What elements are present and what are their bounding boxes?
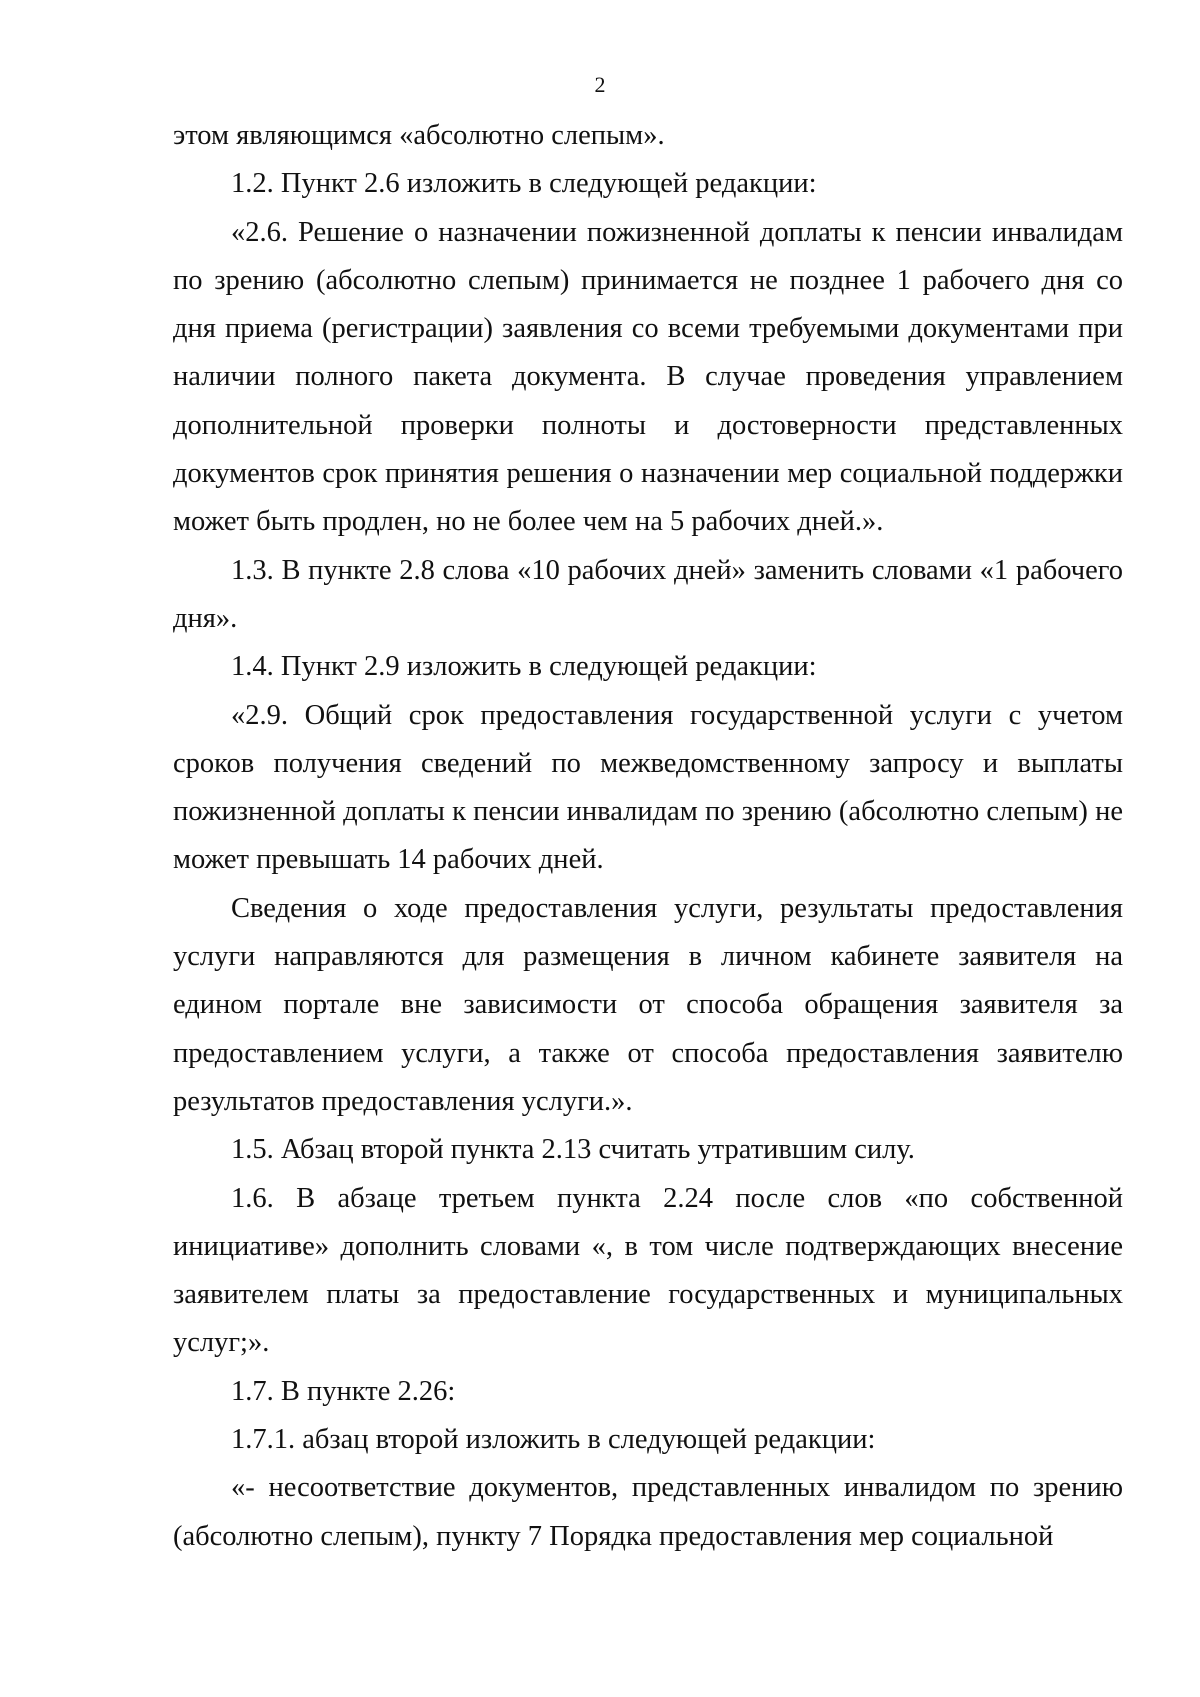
paragraph-item-1-7: 1.7. В пункте 2.26: bbox=[231, 1375, 456, 1407]
paragraph-quote-last: «- несоответствие документов, представленных инвалидом по зрению (абсолютно слепым), пункту 7 Порядка предоставления мер социальной bbox=[173, 1472, 1123, 1552]
paragraph-quote-2-6: «2.6. Решение о назначении пожизненной доплаты к пенсии инвалидам по зрению (абсолютно слепым) принимается не позднее 1 рабочего дня со дня приема (регистрации) заявления со всеми требуемыми документами при наличии полного пакета документа. В случае проведения управлением дополнительной проверки полноты и достоверности представленных документов срок принятия решения о назначении мер социальной поддержки может быть продлен, но не более чем на 5 рабочих дней.». bbox=[173, 216, 1123, 538]
paragraph-item-1-7-1: 1.7.1. абзац второй изложить в следующей редакции: bbox=[231, 1424, 876, 1456]
paragraph-item-1-3: 1.3. В пункте 2.8 слова «10 рабочих дней» заменить словами «1 рабочего дня». bbox=[173, 554, 1123, 634]
paragraph-quote-2-9-continued: Сведения о ходе предоставления услуги, результаты предоставления услуги направляются для размещения в личном кабинете заявителя на едином портале вне зависимости от способа обращения заявителя за предоставлением услуги, а также от способа предоставления заявителю результатов предоставления услуги.». bbox=[173, 892, 1123, 1117]
paragraph-continuation: этом являющимся «абсолютно слепым». bbox=[173, 120, 665, 151]
paragraph-item-1-2: 1.2. Пункт 2.6 изложить в следующей редакции: bbox=[231, 168, 817, 200]
paragraph-item-1-5: 1.5. Абзац второй пункта 2.13 считать утратившим силу. bbox=[231, 1134, 915, 1166]
document-body bbox=[173, 112, 1123, 1561]
page-number: 2 bbox=[594, 72, 606, 97]
paragraph-item-1-4: 1.4. Пункт 2.9 изложить в следующей редакции: bbox=[231, 651, 817, 683]
paragraph-quote-2-9: «2.9. Общий срок предоставления государственной услуги с учетом сроков получения сведений по межведомственному запросу и выплаты пожизненной доплаты к пенсии инвалидам по зрению (абсолютно слепым) не может превышать 14 рабочих дней. bbox=[173, 699, 1123, 876]
paragraph-item-1-6: 1.6. В абзаце третьем пункта 2.24 после слов «по собственной инициативе» дополнить словами «, в том числе подтверждающих внесение заявителем платы за предоставление государственных и муниципальных услуг;». bbox=[173, 1182, 1123, 1359]
